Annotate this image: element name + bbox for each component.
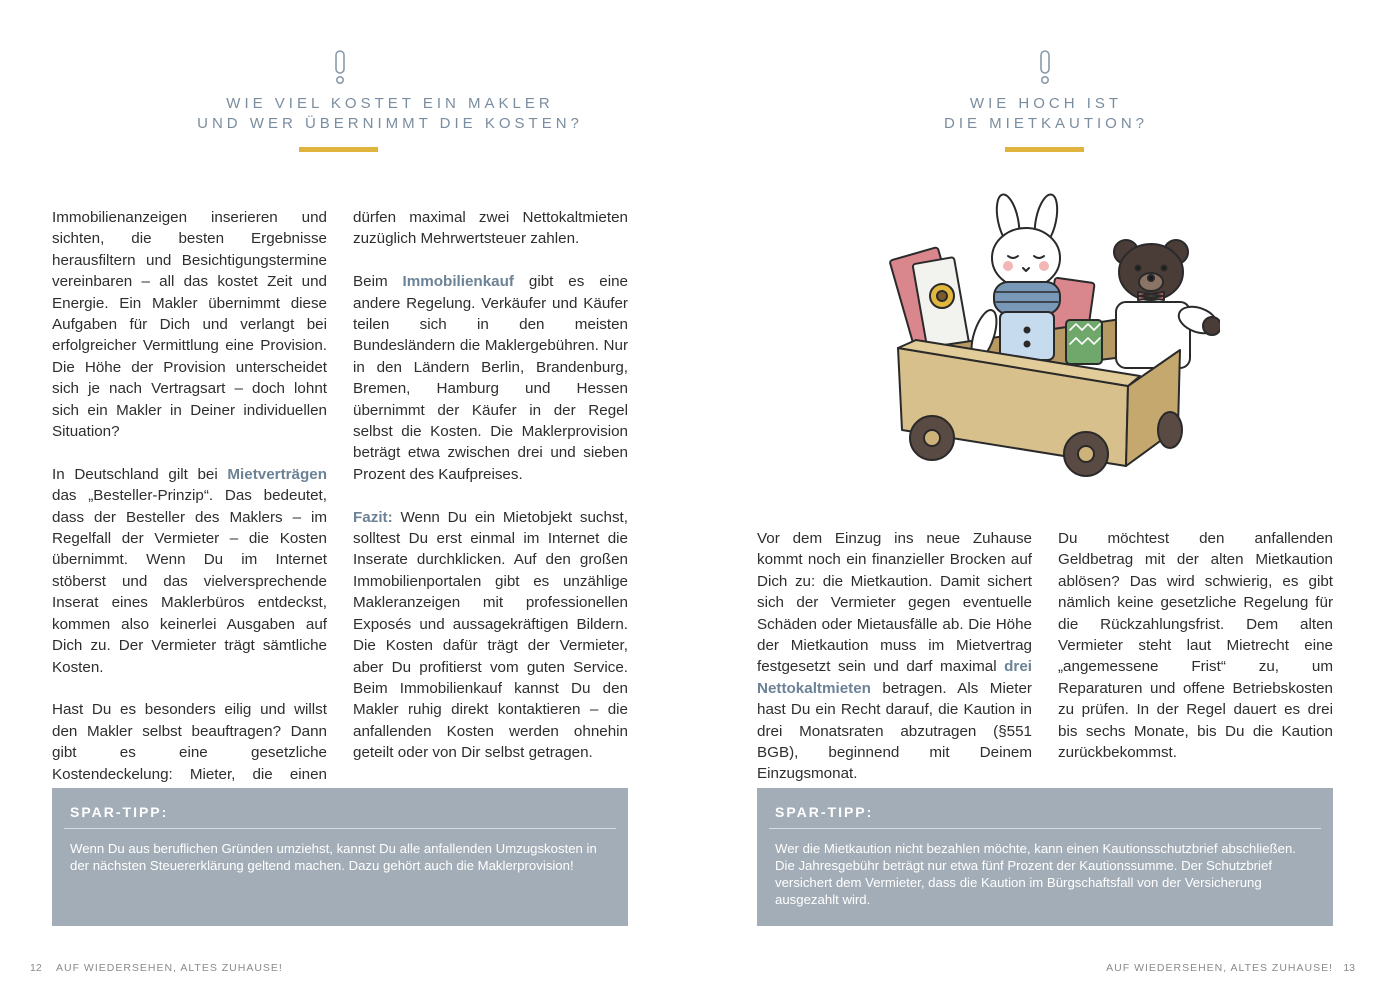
paragraph: Vor dem Einzug ins neue Zuhause kommt noch ein finanzieller Brocken auf Dich zu: die Mietkaution. Damit sichert sich der Vermieter gegen eventuelle Schäden oder Mietausfälle ab. Die Höhe der Mietkaution muss im Mietvertrag festgesetzt sein und darf maximal drei Nettokaltmieten betragen. Als Mieter hast Du ein Recht darauf, die Kaution in drei Monatsraten abzutragen (§551 BGB), beginnend mit Deinem Einzugsmonat. xyxy=(757,530,1032,783)
highlighted-term: drei Nettokaltmieten xyxy=(757,658,1032,697)
paragraph: In Deutschland gilt bei Mietverträgen das „Besteller-Prinzip“. Das bedeutet, dass der Besteller des Maklers – im Regelfall der Vermieter – die Kosten übernimmt. Wenn Du im Internet stöberst und das vielversprechende Inserat eines Maklerbüros entdeckst, kommen also keinerlei Ausgaben auf Dich zu. Der Vermieter trägt sämtliche Kosten. xyxy=(52,465,327,676)
page-number-right: 13 xyxy=(1343,962,1355,974)
left-page-title: WIE VIEL KOSTET EIN MAKLER UND WER ÜBERNIMMT DIE KOSTEN? xyxy=(197,95,583,132)
spar-tipp-divider xyxy=(769,828,1321,829)
highlighted-term: Fazit: xyxy=(353,508,393,526)
highlighted-term: Immobilienkauf xyxy=(402,273,514,291)
exclamation-icon xyxy=(1037,50,1053,86)
spar-tipp-text: Wer die Mietkaution nicht bezahlen möchte, kann einen Kautionsschutzbrief abschließen. Die Jahresgebühr beträgt nur etwa fünf Prozent der Kautionssumme. Der Schutzbrief versichert dem Vermieter, dass die Kaution im Bürgschaftsfall von der Versicherung ausgezahlt wird. xyxy=(775,841,1296,907)
right-spar-tipp-box xyxy=(757,788,1333,926)
right-page-title: WIE HOCH IST DIE MIETKAUTION? xyxy=(943,95,1149,132)
left-column-2 xyxy=(353,207,628,785)
paragraph: Beim Immobilienkauf gibt es eine andere Regelung. Verkäufer und Käufer teilen sich in den meisten Bundesländern die Maklergebühren. Nur in den Ländern Berlin, Brandenburg, Bremen, Hamburg und Hessen übernimmt der Käufer in der Regel selbst die Kosten. Die Maklerprovision beträgt etwa zwischen drei und sieben Prozent des Kaufpreises. xyxy=(353,273,628,483)
paragraph: Hast Du es besonders eilig und willst den Makler selbst beauftragen? Dann gibt es eine gesetzliche Kostendeckelung: Mieter, die einen xyxy=(52,701,327,783)
spar-tipp-divider xyxy=(64,828,616,829)
highlighted-term: Mietverträgen xyxy=(227,465,327,483)
paragraph: Immobilienanzeigen inserieren und sichten, die besten Ergebnisse herausfiltern und Besichtigungstermine vereinbaren – all das kostet Zeit und Energie. Ein Makler übernimmt diese Aufgaben für Dich und verlangt bei erfolgreicher Vermittlung eine Provision. Die Höhe der Provision unterscheidet sich je nach Vertragsart – doch lohnt sich ein Makler in Deiner individuellen Situation? xyxy=(52,209,327,441)
left-column-1 xyxy=(52,207,327,828)
left-spar-tipp-box xyxy=(52,788,628,926)
box-cart-illustration xyxy=(880,190,1220,490)
paragraph: Du möchtest den anfallenden Geldbetrag mit der alten Mietkaution ablösen? Das wird schwierig, es gibt nämlich keine gesetzliche Regelung für die Rückzahlungsfrist. Dem alten Vermieter steht laut Mietrecht eine „angemessene Frist“ zu, um Reparaturen und offene Betriebskosten zu prüfen. In der Regel dauert es drei bis sechs Monate, bis Du die Kaution zurückbekommst. xyxy=(1058,530,1333,762)
footer-title-left: AUF WIEDERSEHEN, ALTES ZUHAUSE! xyxy=(56,962,283,974)
exclamation-icon xyxy=(332,50,348,86)
paragraph: Fazit: Wenn Du ein Mietobjekt suchst, solltest Du erst einmal im Internet die Inserate durchklicken. Auf den großen Immobilienportalen gibt es unzählige Makleranzeigen mit professionellen Exposés und aussagekräftigen Bildern. Die Kosten dafür trägt der Vermieter, aber Du profitierst vom guten Service. Beim Immobilienkauf kannst Du den Makler ruhig direkt kontaktieren – die anfallenden Kosten werden ohnehin geteilt oder von Dir selbst getragen. xyxy=(353,508,628,762)
spar-tipp-text: Wenn Du aus beruflichen Gründen umziehst, kannst Du alle anfallenden Umzugskosten in der nächsten Steuererklärung geltend machen. Dazu gehört auch die Maklerprovision! xyxy=(70,841,597,873)
right-column-1 xyxy=(757,528,1032,806)
paragraph: dürfen maximal zwei Nettokaltmieten zuzüglich Mehrwertsteuer zahlen. xyxy=(353,209,628,248)
right-column-2 xyxy=(1058,528,1333,785)
right-title-underline xyxy=(1005,147,1084,152)
left-title-underline xyxy=(299,147,378,152)
spar-tipp-heading: SPAR-TIPP: xyxy=(70,804,169,820)
page-number-left: 12 xyxy=(30,962,42,974)
spar-tipp-heading: SPAR-TIPP: xyxy=(775,804,874,820)
footer-title-right: AUF WIEDERSEHEN, ALTES ZUHAUSE! xyxy=(1106,962,1333,974)
